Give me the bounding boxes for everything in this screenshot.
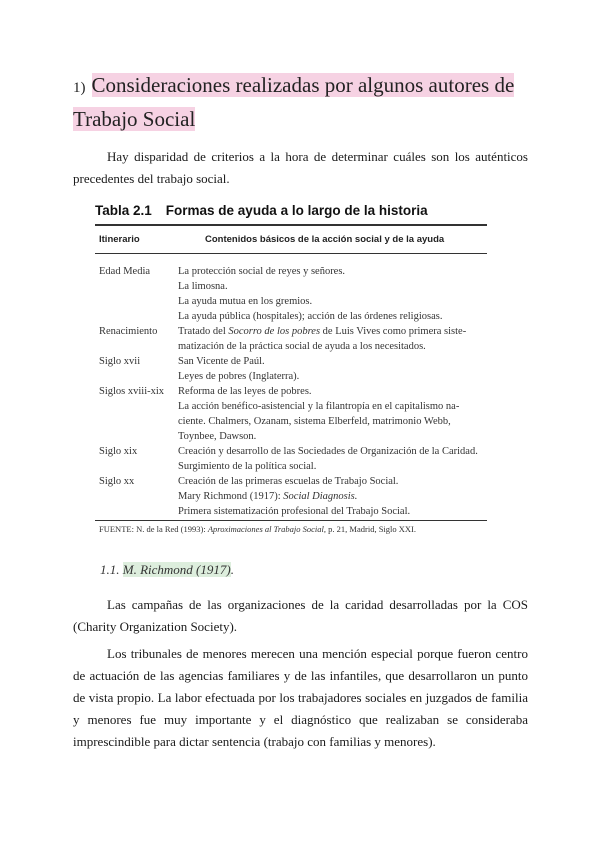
row-line: Creación de las primeras escuelas de Trabajo Social. xyxy=(178,476,399,487)
table-source: FUENTE: N. de la Red (1993): Aproximaciones al Trabajo Social, p. 21, Madrid, Siglo XXI. xyxy=(99,524,417,534)
row-line: San Vicente de Paúl. xyxy=(178,356,265,367)
row-period: Edad Media xyxy=(99,266,151,277)
row-period: Renacimiento xyxy=(99,326,158,337)
row-line: Mary Richmond (1917): Social Diagnosis. xyxy=(178,491,358,502)
row-period: Siglo xx xyxy=(99,476,135,487)
row-line: Tratado del Socorro de los pobres de Luis Vives como primera siste- xyxy=(178,326,467,337)
col-header-period: Itinerario xyxy=(99,234,140,245)
work-title: Socorro de los pobres xyxy=(228,326,321,337)
table-caption: Formas de ayuda a lo largo de la historia xyxy=(165,203,428,218)
col-header-content: Contenidos básicos de la acción social y de la ayuda xyxy=(205,234,445,245)
row-line: Creación y desarrollo de las Sociedades de Organización de la Caridad. xyxy=(178,446,478,457)
table-top-rule xyxy=(95,224,487,226)
table-bottom-rule xyxy=(95,520,487,521)
history-table xyxy=(95,200,495,545)
intro-text: Hay disparidad de criterios a la hora de determinar cuáles son los auténticos precedentes del trabajo social. xyxy=(73,149,528,186)
section-title: Consideraciones realizadas por algunos autores de Trabajo Social xyxy=(73,73,515,131)
row-line: La protección social de reyes y señores. xyxy=(178,266,346,277)
subsection-heading: 1.1. M. Richmond (1917). xyxy=(100,562,234,577)
subsection-number: 1.1. xyxy=(100,562,120,577)
section-number: 1) xyxy=(73,80,86,96)
work-title: Social Diagnosis. xyxy=(283,491,358,502)
row-period: Siglo xix xyxy=(99,446,138,457)
subsection-author: M. Richmond (1917) xyxy=(122,562,231,577)
row-line: La limosna. xyxy=(178,281,228,292)
row-line: ciente. Chalmers, Ozanam, sistema Elberfeld, matrimonio Webb, xyxy=(178,416,451,427)
section-heading xyxy=(73,70,533,135)
row-line: La ayuda mutua en los gremios. xyxy=(178,296,313,307)
row-line: Surgimiento de la política social. xyxy=(178,461,317,472)
table-header-rule xyxy=(95,253,487,254)
row-line: La acción benéfico-asistencial y la filantropía en el capitalismo na- xyxy=(178,401,460,412)
row-line: Primera sistematización profesional del Trabajo Social. xyxy=(178,506,411,517)
intro-paragraph xyxy=(73,146,528,190)
table-label: Tabla 2.1 xyxy=(95,203,152,218)
row-line: Reforma de las leyes de pobres. xyxy=(178,386,312,397)
row-period: Siglos xviii-xix xyxy=(99,386,165,397)
row-period: Siglo xvii xyxy=(99,356,141,367)
row-line: Leyes de pobres (Inglaterra). xyxy=(178,371,300,382)
paragraph-cos: Las campañas de las organizaciones de la caridad desarrolladas por la COS (Charity Organization Society). xyxy=(73,597,528,634)
paragraph-tribunales: Los tribunales de menores merecen una mención especial porque fueron centro de actuación de las agencias familiares y de las infantiles, que desarrollaron un punto de vista propio. La labor efectuada por los trabajadores sociales en juzgados de familia y menores fue muy importante y el diagnóstico que realizaban se consideraba imprescindible para dictar sentencia (trabajo con familias y menores). xyxy=(73,646,528,749)
row-line: Toynbee, Dawson. xyxy=(178,431,257,442)
table-title xyxy=(95,203,428,218)
row-line: La ayuda pública (hospitales); acción de las órdenes religiosas. xyxy=(178,311,443,322)
row-line: matización de la práctica social de ayuda a los necesitados. xyxy=(178,341,426,352)
